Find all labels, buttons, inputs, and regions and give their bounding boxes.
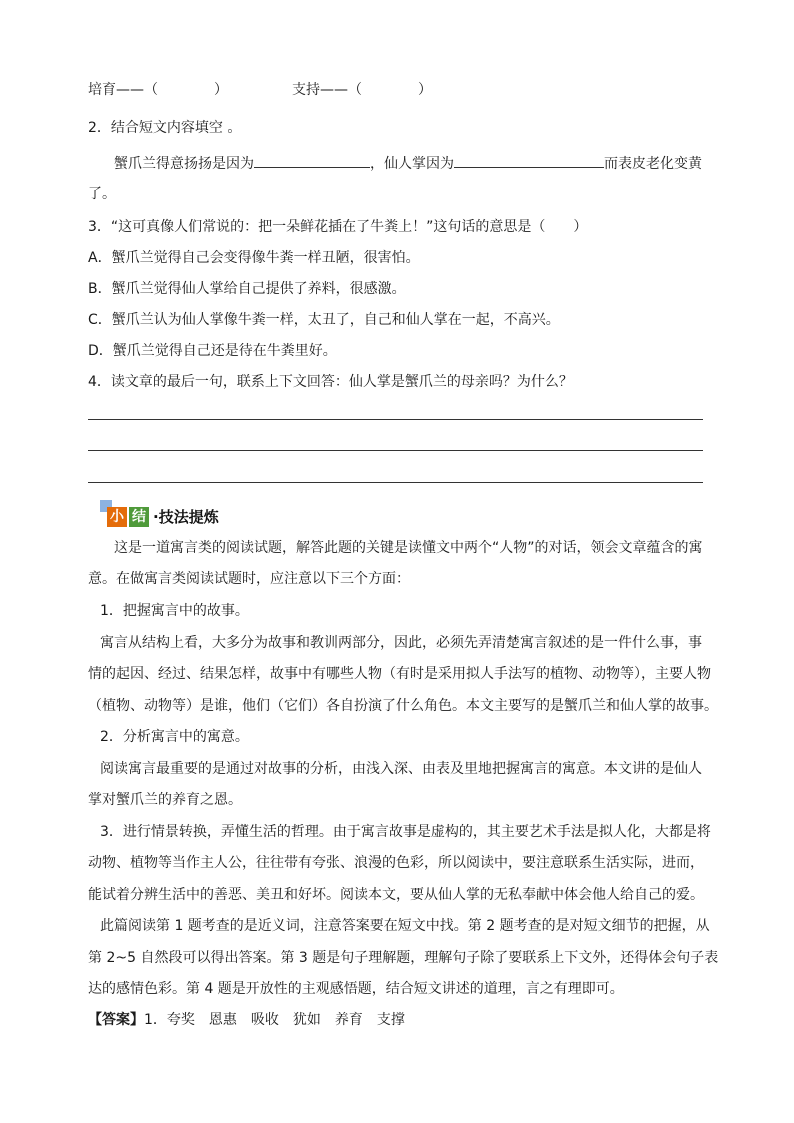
q2-blank-1[interactable] bbox=[254, 153, 370, 168]
summary-intro-line-1: 这是一道寓言类的阅读试题，解答此题的关键是读懂文中两个“人物”的对话，领会文章蕴含的寓 bbox=[114, 540, 703, 556]
q1-item1-close: ） bbox=[214, 82, 228, 98]
point3-line-3: 能试着分辨生活中的善恶、美丑和好坏。阅读本文，要从仙人掌的无私奉献中体会他人给自己的爱。 bbox=[88, 887, 704, 903]
point2-title: 2．分析寓言中的寓意。 bbox=[100, 729, 249, 745]
q1-item1: 培育——（ bbox=[88, 82, 158, 98]
answer-row bbox=[88, 1010, 405, 1030]
q3-heading: 3．“这可真像人们常说的：把一朵鲜花插在了牛粪上！”这句话的意思是（ ） bbox=[88, 219, 588, 235]
summary-badge bbox=[100, 500, 240, 530]
q3-option-c[interactable]: C．蟹爪兰认为仙人掌像牛粪一样，太丑了，自己和仙人掌在一起，不高兴。 bbox=[88, 312, 560, 328]
q3-option-a[interactable]: A．蟹爪兰觉得自己会变得像牛粪一样丑陋，很害怕。 bbox=[88, 250, 420, 266]
summary-intro-line-2: 意。在做寓言类阅读试题时，应注意以下三个方面： bbox=[88, 571, 410, 587]
q2-sentence-a: 蟹爪兰得意扬扬是因为 bbox=[114, 156, 254, 172]
q4-answer-line-2[interactable] bbox=[88, 450, 703, 451]
q3-option-d[interactable]: D．蟹爪兰觉得自己还是待在牛粪里好。 bbox=[88, 343, 337, 359]
badge-char-2: 结 bbox=[129, 507, 149, 527]
q1-item2: 支持——（ bbox=[292, 82, 362, 98]
badge-char-1: 小 bbox=[107, 507, 127, 527]
point1-line-2: 情的起因、经过、结果怎样，故事中有哪些人物（有时是采用拟人手法写的植物、动物等），主要人物 bbox=[88, 666, 711, 682]
badge-title: ·技法提炼 bbox=[153, 508, 219, 526]
answer-text: 1．夸奖 恩惠 吸收 犹如 养育 支撑 bbox=[144, 1012, 405, 1028]
analysis-line-1: 此篇阅读第 1 题考查的是近义词，注意答案要在短文中找。第 2 题考查的是对短文细节的把握，从 bbox=[100, 918, 710, 934]
q4-heading: 4．读文章的最后一句，联系上下文回答：仙人掌是蟹爪兰的母亲吗？为什么？ bbox=[88, 374, 573, 390]
point1-title: 1．把握寓言中的故事。 bbox=[100, 603, 249, 619]
q1-row bbox=[88, 80, 432, 100]
q3-option-b[interactable]: B．蟹爪兰觉得仙人掌给自己提供了养料，很感激。 bbox=[88, 281, 406, 297]
q1-item2-close: ） bbox=[418, 82, 432, 98]
point2-line-1: 阅读寓言最重要的是通过对故事的分析，由浅入深、由表及里地把握寓言的寓意。本文讲的是仙人 bbox=[100, 761, 702, 777]
q2-sentence-b: ，仙人掌因为 bbox=[370, 156, 454, 172]
answer-label: 【答案】 bbox=[88, 1012, 144, 1028]
point2-line-2: 掌对蟹爪兰的养育之恩。 bbox=[88, 792, 242, 808]
q2-blank-2[interactable] bbox=[454, 153, 604, 168]
analysis-line-2: 第 2~5 自然段可以得出答案。第 3 题是句子理解题，理解句子除了要联系上下文外，还得体会句子表 bbox=[88, 950, 719, 966]
q2-sentence-end: 了。 bbox=[88, 186, 116, 202]
q4-answer-line-1[interactable] bbox=[88, 419, 703, 420]
q4-answer-line-3[interactable] bbox=[88, 482, 703, 483]
q2-heading: 2．结合短文内容填空 。 bbox=[88, 120, 242, 136]
point1-line-1: 寓言从结构上看，大多分为故事和教训两部分，因此，必须先弄清楚寓言叙述的是一件什么事，事 bbox=[100, 635, 702, 651]
analysis-line-3: 达的感情色彩。第 4 题是开放性的主观感悟题，结合短文讲述的道理，言之有理即可。 bbox=[88, 981, 624, 997]
point1-line-3: （植物、动物等）是谁，他们（它们）各自扮演了什么角色。本文主要写的是蟹爪兰和仙人掌的故事。 bbox=[88, 698, 718, 714]
q2-sentence bbox=[114, 153, 702, 174]
point3-line-1: 3．进行情景转换，弄懂生活的哲理。由于寓言故事是虚构的，其主要艺术手法是拟人化，大都是将 bbox=[100, 824, 711, 840]
point3-line-2: 动物、植物等当作主人公，往往带有夸张、浪漫的色彩，所以阅读中，要注意联系生活实际，进而， bbox=[88, 855, 704, 871]
q2-sentence-c: 而表皮老化变黄 bbox=[604, 156, 702, 172]
